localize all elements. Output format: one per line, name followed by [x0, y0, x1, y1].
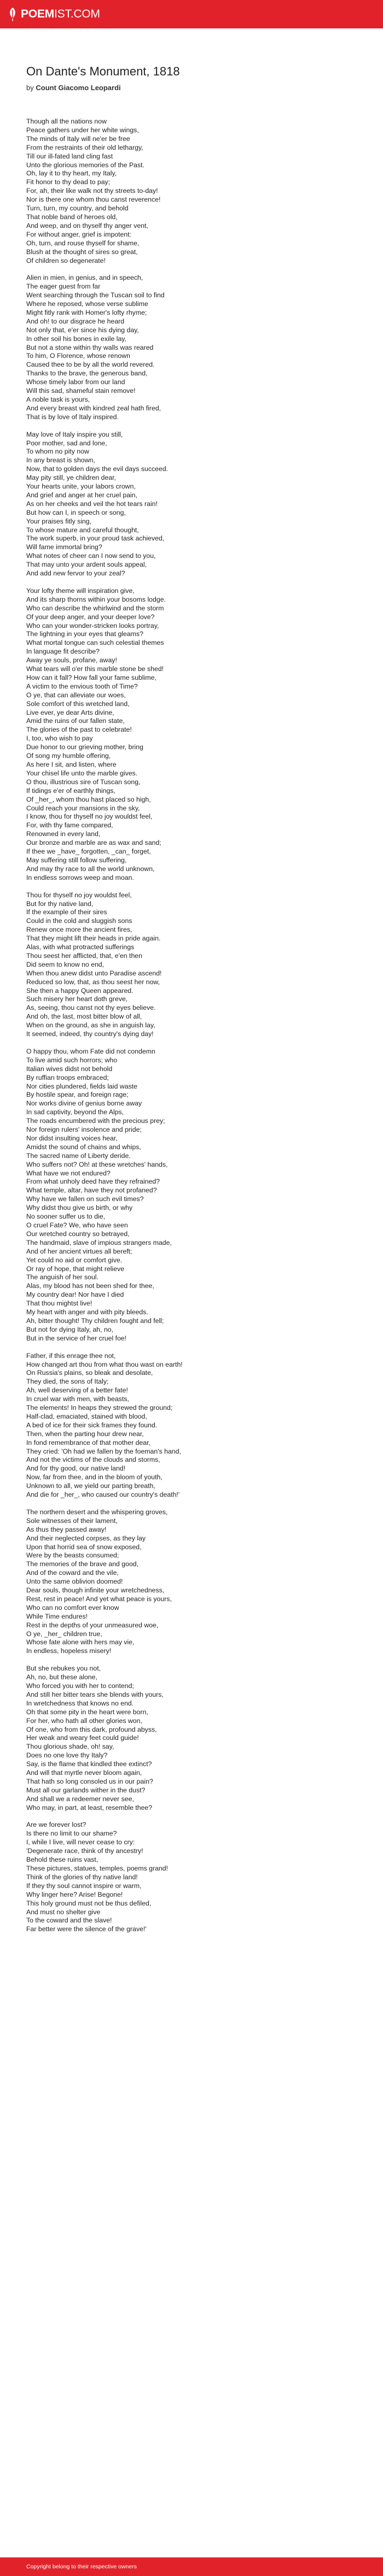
poem-line: And grief and anger at her cruel pain,: [26, 491, 138, 499]
poem-line: Alas, with what protracted sufferings: [26, 943, 135, 951]
poem-stanza: [26, 117, 360, 265]
poem-line: From the restraints of their old lethargy,: [26, 143, 143, 151]
poem-line: Unto the glorious memories of the Past.: [26, 161, 144, 169]
poem-line: Blush at the thought of sires so great,: [26, 248, 138, 256]
poem-line: I know, thou for thyself no joy wouldst feel,: [26, 813, 153, 821]
poem-line: Not only that, e'er since his dying day,: [26, 326, 139, 334]
poem-line: Could reach your mansions in the sky,: [26, 804, 140, 812]
poem-line: The roads encumbered with the precious prey;: [26, 1117, 165, 1125]
poem-line: Of song my humble offering,: [26, 752, 111, 760]
poem-line: Her weak and weary feet could guide!: [26, 1734, 139, 1742]
poem-line: Rest in the depths of your unmeasured woe,: [26, 1621, 159, 1629]
poem-line: As thus they passed away!: [26, 1525, 107, 1533]
poem-line: Renew once more the ancient fires,: [26, 926, 132, 934]
poem-line: But not a stone within thy walls was reared: [26, 343, 154, 351]
poem-line: And of the coward and the vile,: [26, 1569, 119, 1577]
poem-line: Of children so degenerate!: [26, 256, 106, 264]
poem-line: Renowned in every land,: [26, 830, 101, 838]
poem-line: As on her cheeks and veil the hot tears rain!: [26, 499, 158, 508]
poem-line: Why didst thou give us birth, or why: [26, 1204, 133, 1212]
poem-stanza: [26, 1821, 360, 1934]
poem-line: I, while I live, will never cease to cry:: [26, 1838, 135, 1846]
poem-stanza: [26, 1352, 360, 1499]
poem-line: Amidst the sound of chains and whips,: [26, 1143, 141, 1151]
poem-line: On Russia's plains, so bleak and desolate,: [26, 1369, 153, 1377]
poem-line: Thou seest her afflicted, that, e'en then: [26, 951, 142, 960]
poem-line: For, with thy fame compared,: [26, 821, 113, 830]
poem-line: Who can describe the whirlwind and the storm: [26, 604, 164, 612]
poem-line: May love of Italy inspire you still,: [26, 430, 123, 438]
poem-line: Sole witnesses of their lament,: [26, 1516, 118, 1525]
poem-line: The anguish of her soul.: [26, 1273, 98, 1281]
poem-line: In endless sorrows weep and moan.: [26, 873, 134, 881]
poem-line: Italian wives didst not behold: [26, 1064, 113, 1073]
poem-line: By hostile spear, and foreign rage;: [26, 1091, 129, 1099]
poem-line: The northern desert and the whispering groves,: [26, 1508, 168, 1516]
poem-line: And oh! to our disgrace he heard: [26, 317, 125, 325]
poem-line: Who may, in part, at least, resemble thee?: [26, 1803, 153, 1812]
poem-line: Of your deep anger, and your deeper love?: [26, 613, 155, 621]
poem-line: What temple, altar, have they not profaned?: [26, 1186, 157, 1195]
poem-line: Of _her_, whom thou hast placed so high,: [26, 795, 151, 803]
poem-line: And its sharp thorns within your bosoms lodge.: [26, 595, 166, 603]
poem-line: O happy thou, whom Fate did not condemn: [26, 1047, 155, 1055]
poem-line: And every breast with kindred zeal hath fired,: [26, 404, 161, 412]
poem-line: Went searching through the Tuscan soil to find: [26, 291, 165, 299]
poem-line: Who suffers not? Oh! at these wretches' hands,: [26, 1160, 168, 1168]
poem-line: May pity still, ye children dear,: [26, 474, 117, 482]
poem-line: The glories of the past to celebrate!: [26, 726, 132, 734]
poem-stanza: [26, 587, 360, 883]
poem-line: My heart with anger and with pity bleeds.: [26, 1308, 148, 1316]
poem-line: Nor works divine of genius borne away: [26, 1099, 142, 1108]
poem-line: Of one, who from this dark, profound abyss,: [26, 1725, 157, 1733]
poem-line: Who can no comfort ever know: [26, 1603, 119, 1612]
poem-line: Now, that to golden days the evil days succeed.: [26, 465, 169, 473]
poem-body: [26, 117, 360, 1934]
poem-line: 'Degenerate race, think of thy ancestry!: [26, 1847, 143, 1855]
poem-line: But how can I, in speech or song,: [26, 508, 126, 516]
poem-line: Due honor to our grieving mother, bring: [26, 743, 143, 751]
poem-line: O thou, illustrious sire of Tuscan song,: [26, 778, 141, 786]
poem-line: Does no one love thy Italy?: [26, 1751, 108, 1760]
poem-line: She then a happy Queen appeared.: [26, 986, 134, 995]
poem-line: In other soil his bones in exile lay,: [26, 334, 126, 343]
poem-line: By ruffian troops embraced;: [26, 1073, 109, 1081]
poem-line: Could in the cold and sluggish sons: [26, 917, 132, 925]
poem-line: The lightning in your eyes that gleams?: [26, 630, 143, 638]
poem-line: Upon that horrid sea of snow exposed,: [26, 1543, 142, 1551]
poem-line: Alas, my blood has not been shed for thee,: [26, 1282, 154, 1290]
poem-line: Behold these ruins vast,: [26, 1856, 98, 1864]
poem-line: And add new fervor to your zeal?: [26, 569, 125, 578]
poem-line: Say, is the flame that kindled thee extinct?: [26, 1760, 152, 1768]
poem-line: Think of the glories of thy native land!: [26, 1873, 138, 1881]
poem-line: The work superb, in your proud task achieved,: [26, 534, 165, 543]
poem-line: This holy ground must not be thus defiled,: [26, 1899, 152, 1907]
poem-line: As, seeing, thou canst not thy eyes believe.: [26, 1004, 156, 1012]
poem-line: And will that myrtle never bloom again,: [26, 1769, 142, 1777]
poem-line: As here I sit, and listen, where: [26, 761, 117, 769]
poem-stanza: [26, 274, 360, 421]
poem-line: Whose fate alone with hers may vie,: [26, 1638, 135, 1646]
poem-line: Dear souls, though infinite your wretchedness,: [26, 1586, 165, 1595]
poem-line: To live amid such horrors; who: [26, 1056, 118, 1064]
poem-line: Yet could no aid or comfort give.: [26, 1256, 123, 1264]
poem-line: And may thy race to all the world unknown,: [26, 864, 155, 873]
poem-line: What tears will o'er this marble stone be shed!: [26, 665, 164, 673]
poem-line: While Time endures!: [26, 1612, 88, 1620]
poem-line: And still her bitter tears she blends with yours,: [26, 1690, 164, 1698]
poem-line: Then, when the parting hour drew near,: [26, 1430, 144, 1438]
poem-line: A bed of ice for their sick frames they found.: [26, 1421, 158, 1429]
poem-line: In language fit describe?: [26, 648, 100, 656]
poem-line: For without anger, grief is impotent:: [26, 230, 132, 238]
poem-line: Though all the nations now: [26, 117, 107, 125]
poem-line: Your hearts unite, your labors crown,: [26, 483, 136, 491]
quill-pen-icon: [8, 7, 18, 21]
poem-line: In wretchedness that knows no end.: [26, 1699, 134, 1707]
poem-line: That they might lift their heads in pride again.: [26, 934, 161, 943]
poem-line: The eager guest from far: [26, 283, 101, 291]
poem-line: Amid the ruins of our fallen state,: [26, 717, 125, 725]
poem-stanza: [26, 1665, 360, 1812]
poem-line: To him, O Florence, whose renown: [26, 352, 131, 360]
poem-line: Ah, bitter thought! Thy children fought and fell;: [26, 1316, 164, 1325]
poem-line: That thou mightst live!: [26, 1299, 92, 1308]
poem-line: Unknown to all, we yield our parting breath,: [26, 1482, 155, 1490]
poem-line: Who can your wonder-stricken looks portray,: [26, 621, 159, 630]
poem-line: Till our ill-fated land cling fast: [26, 152, 113, 160]
poem-line: The memories of the brave and good,: [26, 1560, 139, 1568]
site-logo[interactable]: [8, 7, 100, 21]
poem-line: Our bronze and marble are as wax and sand;: [26, 839, 161, 847]
poem-line: Ah, well deserving of a better fate!: [26, 1386, 128, 1395]
poem-line: And oh, the last, most bitter blow of all,: [26, 1013, 142, 1021]
poem-line: Oh, lay it to thy heart, my Italy,: [26, 169, 117, 178]
copyright-notice: Copyright belong to their respective owners: [26, 2563, 137, 2570]
site-footer: [0, 2557, 383, 2576]
poem-line: May suffering still follow suffering,: [26, 856, 127, 864]
poem-line: Such misery her heart doth greve,: [26, 995, 128, 1003]
poem-line: That noble band of heroes old,: [26, 213, 118, 221]
poem-line: In fond remembrance of that mother dear,: [26, 1438, 150, 1446]
poem-line: Did seem to know no end,: [26, 960, 105, 968]
poem-line: Will fame immortal bring?: [26, 543, 102, 551]
poem-line: Oh that some pity in the heart were born,: [26, 1708, 148, 1716]
poem-line: Half-clad, emaciated, stained with blood,: [26, 1412, 147, 1420]
poem-line: Who forced you with her to contend;: [26, 1682, 134, 1690]
poem-line: The handmaid, slave of impious strangers made,: [26, 1238, 172, 1246]
poem-line: And shall we a redeemer never see,: [26, 1795, 134, 1803]
poem-line: Will this sad, shameful stain remove!: [26, 387, 136, 395]
poem-line: Ah, no, but these alone,: [26, 1673, 97, 1681]
poem-line: And must no shelter give: [26, 1908, 101, 1916]
poem-line: In endless, hopeless misery!: [26, 1647, 112, 1655]
poem-line: But not for dying Italy, ah, no,: [26, 1325, 114, 1333]
poem-line: And not the victims of the clouds and storms,: [26, 1456, 160, 1464]
author-name[interactable]: Count Giacomo Leopardi: [36, 84, 121, 92]
poem-line: In sad captivity, beyond the Alps,: [26, 1108, 124, 1116]
poem-line: Fit honor to thy dead to pay;: [26, 178, 111, 186]
poem-stanza: [26, 431, 360, 578]
poem-line: In cruel war with men, with beasts,: [26, 1395, 129, 1403]
poem-line: O ye, that can alleviate our woes,: [26, 691, 126, 699]
poem-line: But for thy native land,: [26, 899, 94, 908]
poem-line: Nor foreign rulers' insolence and pride;: [26, 1126, 142, 1134]
poem-line: For her, who hath all other glories won,: [26, 1716, 142, 1725]
poem-stanza: [26, 1048, 360, 1343]
poem-line: A noble task is yours,: [26, 395, 90, 403]
poem-line: Or ray of hope, that might relieve: [26, 1265, 125, 1273]
poem-line: That is by love of Italy inspired.: [26, 413, 119, 421]
poem-line: A victim to the envious tooth of Time?: [26, 682, 138, 690]
poem-line: Your lofty theme will inspiration give,: [26, 586, 135, 595]
poem-line: Rest, rest in peace! And yet what peace is yours,: [26, 1595, 172, 1603]
poem-line: Must all our garlands wither in the dust?: [26, 1786, 146, 1794]
poem-line: I, too, who wish to pay: [26, 734, 93, 743]
poem-line: Live ever, ye dear Arts divine,: [26, 708, 114, 716]
poem-line: It seemed, indeed, thy country's dying day!: [26, 1030, 154, 1038]
poem-line: Is there no limit to our shame?: [26, 1830, 117, 1838]
poem-line: Nor didst insulting voices hear,: [26, 1134, 118, 1142]
poem-line: Whose timely labor from our land: [26, 378, 125, 386]
poem-line: Might fitly rank with Homer's lofty rhyme;: [26, 308, 147, 316]
poem-line: The minds of Italy will ne'er be free: [26, 134, 130, 143]
poem-line: When on the ground, as she in anguish lay,: [26, 1021, 155, 1030]
poem-line: From what unholy deed have they refrained?: [26, 1178, 160, 1186]
poem-line: Why have we fallen on such evil times?: [26, 1195, 144, 1203]
poem-line: To whose mature and careful thought,: [26, 526, 139, 534]
poem-line: Caused thee to be by all the world revered.: [26, 361, 155, 369]
poem-line: No sooner suffer us to die,: [26, 1213, 106, 1221]
poem-line: O cruel Fate? We, who have seen: [26, 1221, 128, 1230]
poem-stanza: [26, 891, 360, 1039]
poem-line: Oh, turn, and rouse thyself for shame,: [26, 239, 140, 247]
poem-line: And for thy good, our native land!: [26, 1465, 126, 1473]
site-name: POEMIST.COM: [21, 8, 100, 20]
poem-line: Are we forever lost?: [26, 1821, 86, 1829]
poem-line: Our wretched country so betrayed,: [26, 1230, 130, 1238]
poem-line: These pictures, statues, temples, poems grand!: [26, 1865, 169, 1873]
poem-line: Peace gathers under her white wings,: [26, 126, 139, 134]
poem-line: And die for _her_, who caused our country's death!': [26, 1491, 180, 1499]
poem-line: In any breast is shown,: [26, 456, 95, 464]
poem-line: The sacred name of Liberty deride.: [26, 1151, 131, 1160]
poem-byline: [26, 84, 121, 92]
poem-line: Your chisel life unto the marble gives.: [26, 769, 138, 777]
poem-line: If tidings e'er of earthly things,: [26, 786, 115, 795]
poem-line: My country dear! Nor have I died: [26, 1291, 124, 1299]
poem-line: And weep, and on thyself thy anger vent,: [26, 221, 148, 230]
poem-line: Father, if this enrage thee not,: [26, 1351, 116, 1360]
poem-line: Thou for thyself no joy wouldst feel,: [26, 891, 132, 899]
poem-line: When thou anew didst unto Paradise ascend!: [26, 969, 162, 977]
poem-line: Poor mother, sad and lone,: [26, 439, 107, 447]
poem-line: But she rebukes you not,: [26, 1665, 101, 1673]
poem-title: On Dante's Monument, 1818: [26, 64, 180, 78]
poem-line: To the coward and the slave!: [26, 1916, 112, 1925]
poem-line: Where he reposed, whose verse sublime: [26, 300, 148, 308]
by-label: by: [26, 84, 34, 92]
poem-line: And their neglected corpses, as they lay: [26, 1534, 146, 1542]
poem-line: But in the service of her cruel foe!: [26, 1334, 127, 1342]
poem-line: And of her ancient virtues all bereft;: [26, 1247, 132, 1255]
poem-line: Your praises fitly sing,: [26, 517, 92, 525]
poem-line: If thee we _have_ forgotten, _can_ forget,: [26, 848, 151, 856]
poem-line: That may unto your ardent souls appeal,: [26, 561, 147, 569]
poem-line: Thou glorious shade, oh! say,: [26, 1743, 114, 1751]
poem-line: Now, far from thee, and in the bloom of youth,: [26, 1473, 163, 1481]
poem-line: Thanks to the brave, the generous band,: [26, 369, 148, 378]
poem-line: O ye, _her_ children true,: [26, 1630, 102, 1638]
poem-line: How changed art thou from what thou wast on earth!: [26, 1360, 183, 1368]
poem-line: Sole comfort of this wretched land,: [26, 699, 130, 708]
poem-line: That hath so long consoled us in our pain?: [26, 1777, 153, 1785]
poem-line: Reduced so low, that, as thou seest her now,: [26, 978, 160, 986]
poem-line: Why linger here? Arise! Begone!: [26, 1890, 123, 1898]
poem-line: If they thy soul cannot inspire or warm,: [26, 1881, 142, 1890]
poem-line: If the example of their sires: [26, 908, 107, 916]
poem-line: Far better were the silence of the grave!': [26, 1925, 147, 1933]
poem-line: What mortal tongue can such celestial themes: [26, 639, 164, 647]
poem-line: Were by the beasts consumed;: [26, 1551, 119, 1560]
poem-line: How can it fall? How fall your fame sublime,: [26, 673, 156, 681]
poem-line: Turn, turn, my country, and behold: [26, 204, 129, 213]
poem-line: What notes of cheer can I now send to you,: [26, 552, 156, 560]
poem-line: Nor cities plundered, fields laid waste: [26, 1082, 138, 1090]
poem-line: Nor is there one whom thou canst reverence!: [26, 196, 161, 204]
poem-line: The elements! In heaps they strewed the ground;: [26, 1404, 173, 1412]
poem-line: For, ah, their like walk not thy streets to-day!: [26, 187, 158, 195]
poem-line: Alien in mien, in genius, and in speech,: [26, 274, 143, 282]
poem-line: To whom no pity now: [26, 448, 89, 456]
poem-line: What have we not endured?: [26, 1169, 111, 1177]
poem-stanza: [26, 1508, 360, 1656]
poem-line: Unto the same oblivion doomed!: [26, 1578, 123, 1586]
poem-line: Away ye souls, profane, away!: [26, 656, 117, 664]
poem-line: They cried: 'Oh had we fallen by the foeman's hand,: [26, 1447, 181, 1455]
poem-line: They died, the sons of Italy;: [26, 1378, 109, 1386]
site-header: [0, 0, 383, 28]
